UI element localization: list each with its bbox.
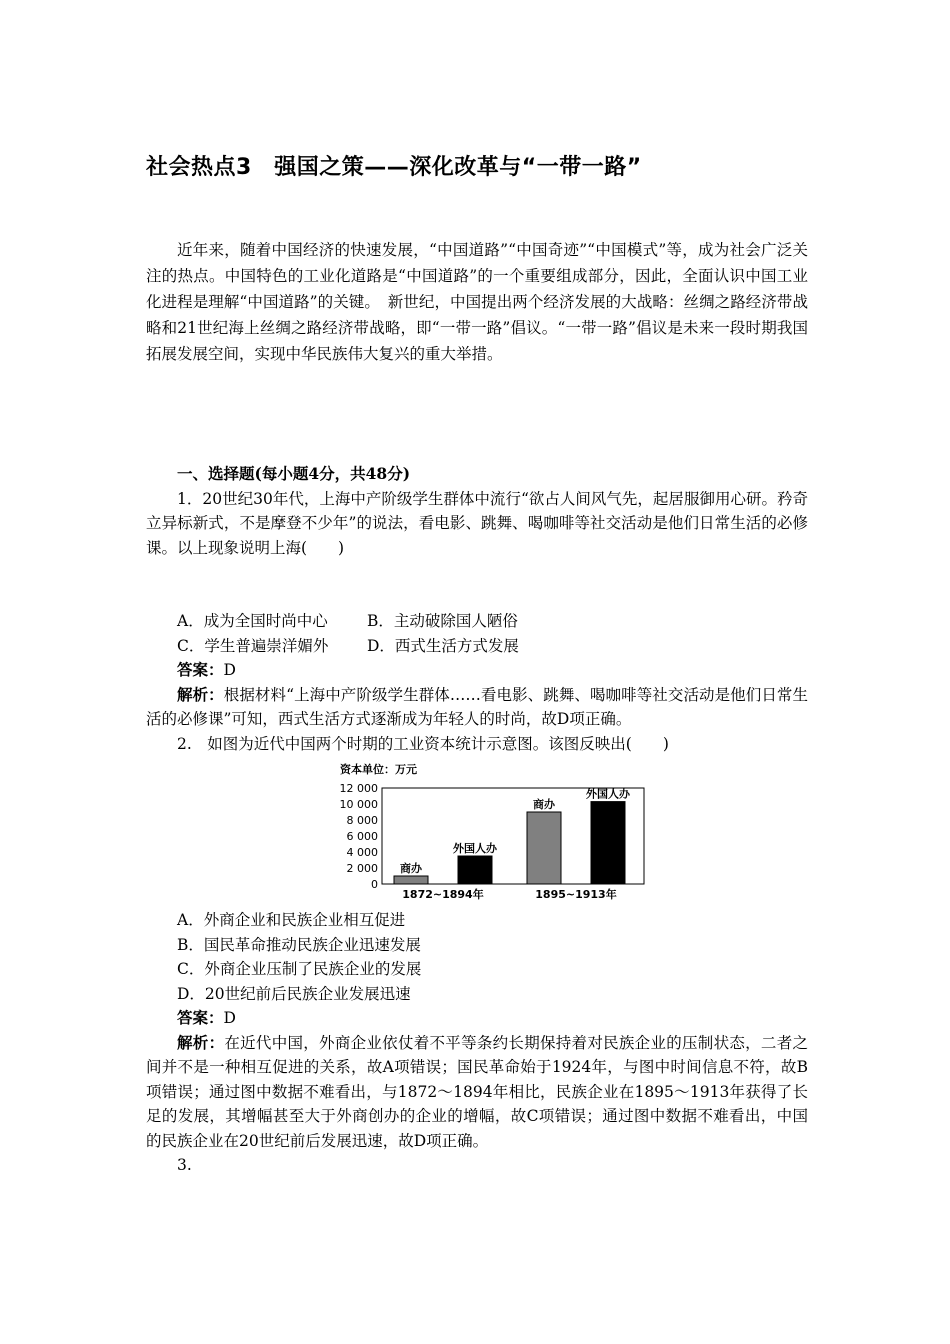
y-tick-label: 4 000 xyxy=(346,846,378,859)
bar xyxy=(458,856,492,884)
q2-option-d: D．20世纪前后民族企业发展迅速 xyxy=(177,984,411,1003)
bar-label: 外国人办 xyxy=(453,842,497,855)
bar-label: 商办 xyxy=(533,798,555,811)
q1-option-a: A．成为全国时尚中心 xyxy=(177,612,328,630)
q2-analysis xyxy=(146,1031,808,1154)
y-tick-label: 6 000 xyxy=(346,830,378,843)
page-title: 社会热点3 强国之策——深化改革与“一带一路” xyxy=(146,155,642,180)
intro-paragraph: 近年来，随着中国经济的快速发展，“中国道路”“中国奇迹”“中国模式”等，成为社会广泛关注的热点。中国特色的工业化道路是“中国道路”的一个重要组成部分，因此，全面认识中国工业化进程是理解“中国道路”的关键。 新世纪，中国提出两个经济发展的大战略：丝绸之路经济带战略和21世纪海上丝绸之路经济带战略，即“一带一路”倡议。“一带一路”倡议是未来一段时期我国拓展发展空间，实现中华民族伟大复兴的重大举措。 xyxy=(146,241,808,363)
q2-option-c: C．外商企业压制了民族企业的发展 xyxy=(177,960,422,978)
q1-stem: 1．20世纪30年代，上海中产阶级学生群体中流行“欲占人间风气先，起居服御用心研。矜奇立异标新式，不是摩登不少年”的说法，看电影、跳舞、喝咖啡等社交活动是他们日常生活的必修课。以上现象说明上海( ) xyxy=(146,489,808,557)
question-1-block xyxy=(146,462,808,560)
q1-option-d: D．西式生活方式发展 xyxy=(367,636,519,655)
q2-answer xyxy=(146,1006,808,1031)
y-tick-label: 10 000 xyxy=(339,798,378,811)
bar xyxy=(591,802,625,884)
q2-answer-value: D xyxy=(223,1009,236,1027)
q2-analysis-text: 在近代中国，外商企业依仗着不平等条约长期保持着对民族企业的压制状态，二者之间并不是一种相互促进的关系，故A项错误；国民革命始于1924年，与图中时间信息不符，故B项错误；通过图中数据不难看出，与1872～1894年相比，民族企业在1895～1913年获得了长足的发展，其增幅甚至大于外商创办的企业的增幅，故C项错误；通过图中数据不难看出，中国的民族企业在20世纪前后发展迅速，故D项正确。 xyxy=(146,1033,808,1150)
bar xyxy=(527,812,561,884)
q1-option-c: C．学生普遍崇洋媚外 xyxy=(177,636,329,655)
q1-answer xyxy=(146,658,808,683)
q2-answer-label: 答案： xyxy=(177,1008,224,1027)
y-tick-label: 2 000 xyxy=(346,862,378,875)
q1-options-row-2 xyxy=(146,634,808,659)
q2-stem: 2. 如图为近代中国两个时期的工业资本统计示意图。该图反映出( ) xyxy=(177,734,669,753)
q1-answer-label: 答案： xyxy=(177,660,224,679)
capital-bar-chart xyxy=(332,758,652,906)
bar-label: 商办 xyxy=(400,862,422,875)
q1-analysis-label: 解析： xyxy=(177,684,224,704)
q2-analysis-label: 解析： xyxy=(177,1032,225,1052)
y-tick-label: 0 xyxy=(371,878,378,891)
q1-option-b: B．主动破除国人陋俗 xyxy=(367,612,518,630)
x-group-label: 1895~1913年 xyxy=(535,888,617,901)
x-group-label: 1872~1894年 xyxy=(402,888,484,901)
q1-answer-value: D xyxy=(223,661,236,679)
bar xyxy=(394,876,428,884)
y-tick-label: 8 000 xyxy=(346,814,378,827)
q1-options-row-1 xyxy=(146,609,808,634)
q1-analysis-text: 根据材料“上海中产阶级学生群体……看电影、跳舞、喝咖啡等社交活动是他们日常生活的必修课”可知，西式生活方式逐渐成为年轻人的时尚，故D项正确。 xyxy=(146,685,808,728)
q2-option-b: B．国民革命推动民族企业迅速发展 xyxy=(177,935,421,954)
q2-options-block xyxy=(146,908,808,1178)
bar-label: 外国人办 xyxy=(586,787,630,801)
chart-unit-label: 资本单位：万元 xyxy=(340,763,417,776)
section-heading: 一、选择题(每小题4分，共48分) xyxy=(177,464,411,483)
q1-analysis xyxy=(146,683,808,732)
q2-option-a: A．外商企业和民族企业相互促进 xyxy=(177,911,406,929)
q1-options-block xyxy=(146,609,808,756)
y-tick-label: 12 000 xyxy=(339,782,378,795)
q3-stem: 3. xyxy=(177,1156,192,1174)
